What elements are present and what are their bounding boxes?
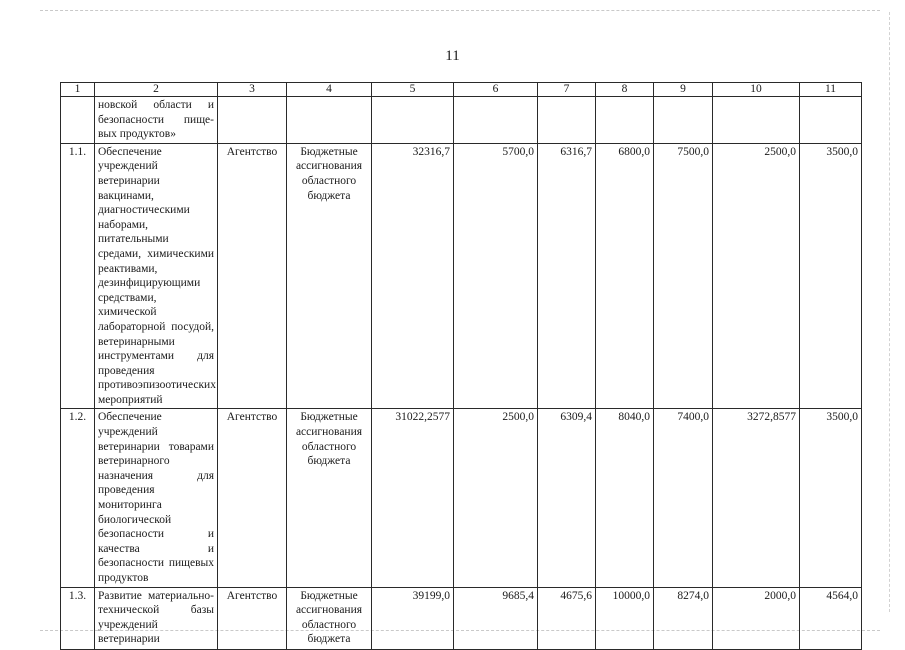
column-header: 1: [61, 83, 95, 97]
row-number: 1.2.: [61, 409, 95, 587]
row-executor: Агентство: [218, 587, 287, 649]
column-header: 5: [372, 83, 454, 97]
column-header: 8: [596, 83, 654, 97]
row-value: 39199,0: [372, 587, 454, 649]
row-funding-source: Бюджетные ассигнования областного бюджета: [287, 143, 372, 409]
row-value: [372, 97, 454, 144]
row-value: 3500,0: [800, 409, 862, 587]
row-value: 31022,2577: [372, 409, 454, 587]
column-header: 3: [218, 83, 287, 97]
row-value: [654, 97, 713, 144]
row-description: Обеспечение учреждений ветеринарии вакцинами, диагностическими наборами, питательными средами, химическими реактивами, дезинфицирующими средствами, химической лабораторной посудой, ветеринарными инструментами для проведения противоэпизоотических мероприятий: [95, 143, 218, 409]
row-value: 8040,0: [596, 409, 654, 587]
row-funding-source: Бюджетные ассигнования областного бюджета: [287, 587, 372, 649]
row-value: 3272,8577: [713, 409, 800, 587]
row-value: 32316,7: [372, 143, 454, 409]
row-value: [800, 97, 862, 144]
row-value: 4564,0: [800, 587, 862, 649]
row-value: 2500,0: [713, 143, 800, 409]
row-value: [596, 97, 654, 144]
row-funding-source: [287, 97, 372, 144]
page-number: 11: [445, 48, 460, 64]
table-header-row: [61, 83, 862, 97]
row-description: новской области и безопасности пище-вых продуктов»: [95, 97, 218, 144]
column-header: 4: [287, 83, 372, 97]
row-value: 3500,0: [800, 143, 862, 409]
row-description: Обеспечение учреждений ветеринарии товарами ветеринарного назначения для проведения мониторинга биологической безопасности и качества и безопасности пищевых продуктов: [95, 409, 218, 587]
row-value: 6800,0: [596, 143, 654, 409]
row-value: [538, 97, 596, 144]
row-value: 2000,0: [713, 587, 800, 649]
table-row: [61, 409, 862, 587]
column-header: 11: [800, 83, 862, 97]
row-number: 1.3.: [61, 587, 95, 649]
row-value: 10000,0: [596, 587, 654, 649]
row-value: 5700,0: [454, 143, 538, 409]
column-header: 10: [713, 83, 800, 97]
row-value: 2500,0: [454, 409, 538, 587]
row-value: 7500,0: [654, 143, 713, 409]
row-funding-source: Бюджетные ассигнования областного бюджета: [287, 409, 372, 587]
row-number: 1.1.: [61, 143, 95, 409]
column-header: 9: [654, 83, 713, 97]
column-header: 2: [95, 83, 218, 97]
column-header: 7: [538, 83, 596, 97]
row-value: [454, 97, 538, 144]
row-executor: [218, 97, 287, 144]
scan-edge-top: [40, 10, 880, 11]
table-row: [61, 97, 862, 144]
row-value: 9685,4: [454, 587, 538, 649]
row-executor: Агентство: [218, 409, 287, 587]
row-value: 8274,0: [654, 587, 713, 649]
row-number: [61, 97, 95, 144]
row-value: 7400,0: [654, 409, 713, 587]
row-description: Развитие материально-технической базы учреждений ветеринарии: [95, 587, 218, 649]
row-executor: Агентство: [218, 143, 287, 409]
column-header: 6: [454, 83, 538, 97]
row-value: 6309,4: [538, 409, 596, 587]
budget-table: [60, 82, 862, 650]
row-value: 4675,6: [538, 587, 596, 649]
row-value: 6316,7: [538, 143, 596, 409]
scan-edge-right: [889, 12, 890, 612]
row-value: [713, 97, 800, 144]
table-row: [61, 143, 862, 409]
